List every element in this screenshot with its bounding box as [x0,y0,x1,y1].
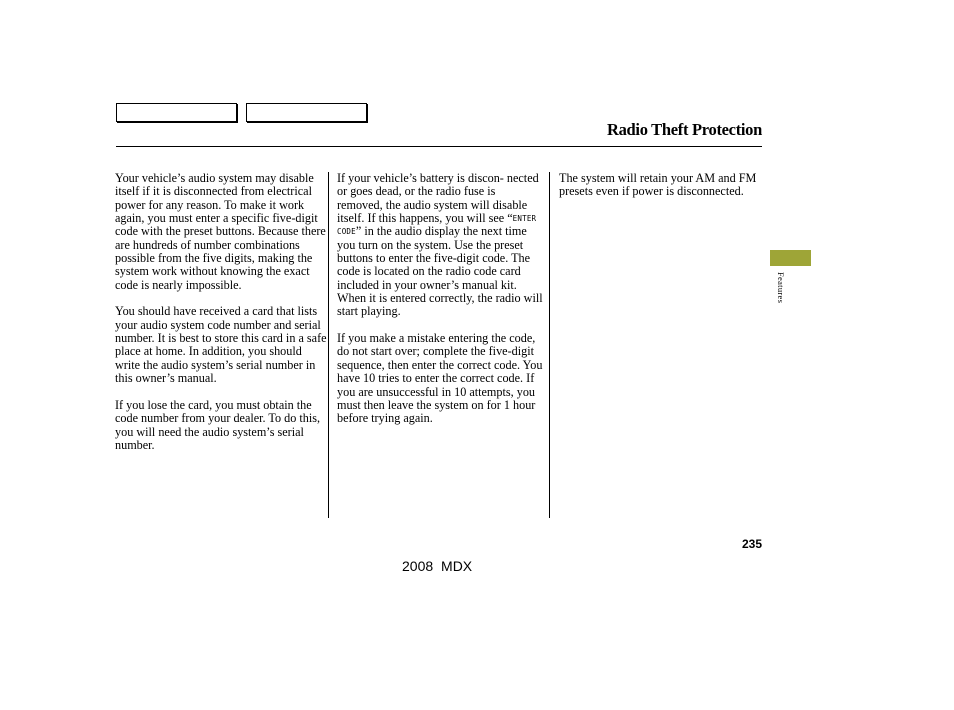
text-column-1 [115,172,327,466]
paragraph: If you lose the card, you must obtain the code number from your dealer. To do this, you will need the audio system’s serial number. [115,397,321,452]
paragraph: You should have received a card that lists your audio system code number and serial number. It is best to store this card in a safe place at home. In addition, you should write the audio system’s serial number in this owner’s manual. [115,304,327,386]
column-divider [549,172,550,518]
section-tab[interactable] [770,250,811,266]
paragraph: If you make a mistake entering the code, do not start over; complete the five-digit sequence, then enter the correct code. You have 10 tries to enter the correct code. If you are unsuccessful in 10 attempts, you must then leave the system on for 1 hour before trying again. [337,331,543,426]
text-column-2 [337,172,544,439]
paragraph: Your vehicle’s audio system may disable itself if it is disconnected from electrical power for any reason. To make it work again, you must enter a specific five-digit code with the preset buttons. Because there are hundreds of number combinations possible from the five digits, making the system work without knowing the exact code is nearly impossible. [115,171,326,292]
paragraph-text: If your vehicle’s battery is discon- nected or goes dead, or the radio fuse is removed, the audio system will disable itself. If this happens, you will see “ [337,171,539,226]
title-rule [116,146,762,147]
nav-button-next[interactable] [246,103,367,122]
display-message: ENTER CODE [337,214,537,237]
paragraph [337,172,544,319]
page-number: 235 [741,537,762,551]
nav-button-previous[interactable] [116,103,237,122]
paragraph: The system will retain your AM and FM presets even if power is disconnected. [559,171,757,199]
column-divider [328,172,329,518]
paragraph-text: ” in the audio display the next time you turn on the system. Use the preset buttons to enter the five-digit code. The code is located on the radio code card included in your owner’s manual kit. When it is entered correctly, the radio will start playing. [337,224,543,319]
page-title: Radio Theft Protection [606,120,762,139]
section-label: Features [776,272,786,304]
text-column-3 [559,172,761,212]
footer-model: 2008 MDX [402,558,473,574]
